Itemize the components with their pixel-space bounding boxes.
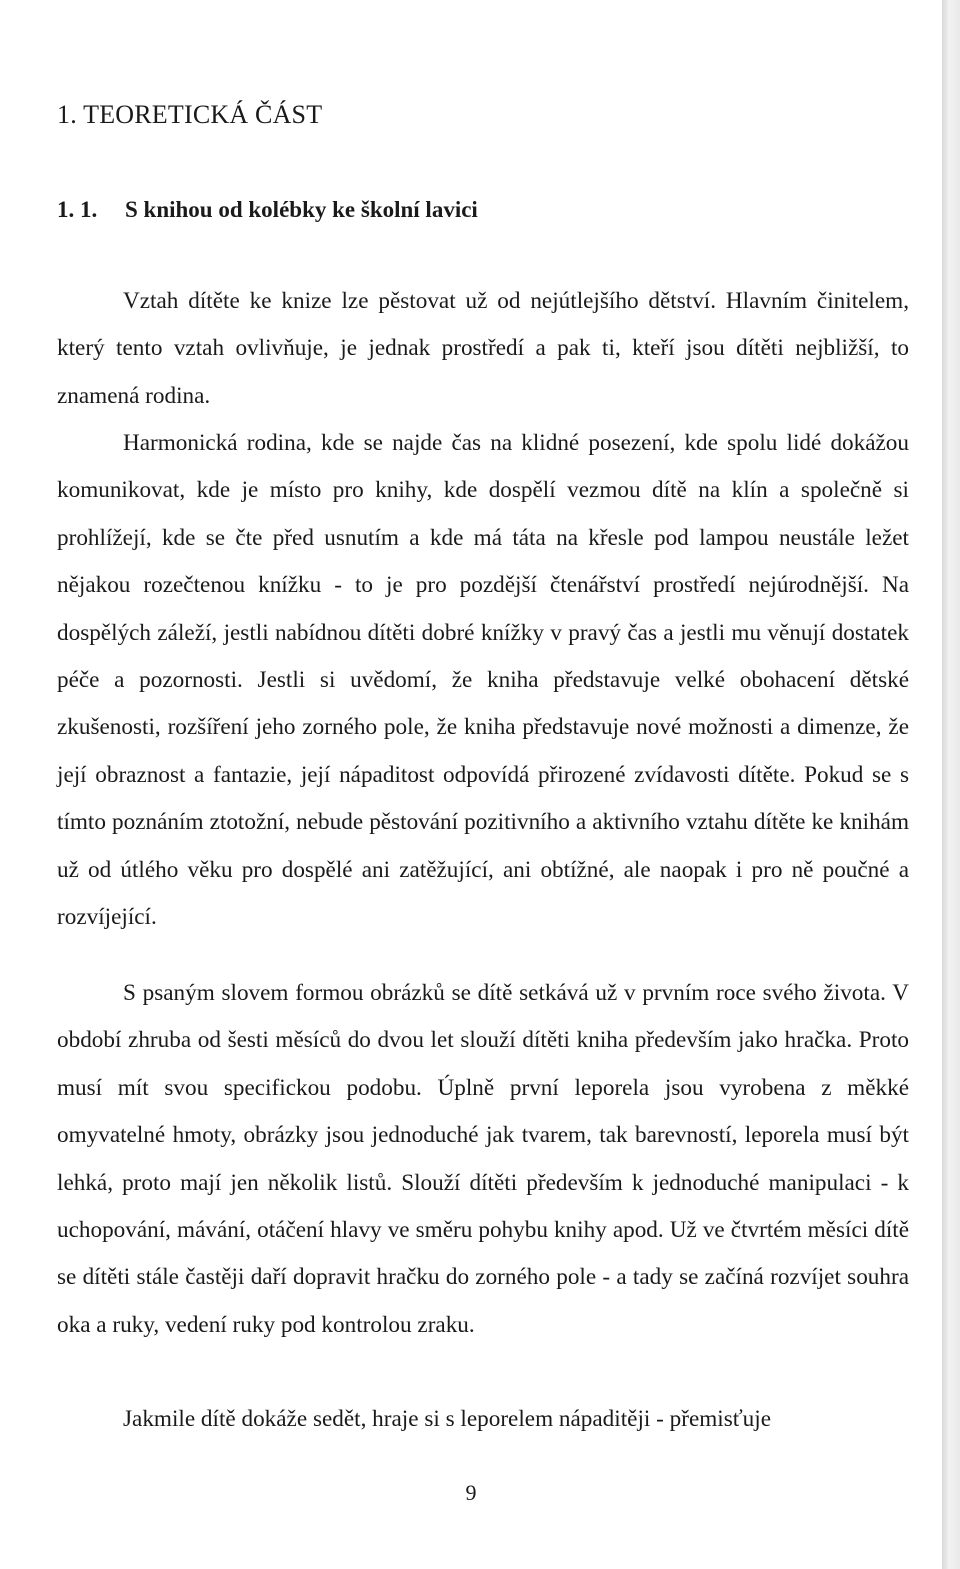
chapter-title: 1. TEORETICKÁ ČÁST <box>57 100 323 129</box>
section-title: S knihou od kolébky ke školní lavici <box>125 197 478 222</box>
body-block-1 <box>57 278 909 420</box>
body-block-3 <box>57 970 909 1349</box>
paragraph: S psaným slovem formou obrázků se dítě setkává už v prvním roce svého života. V období zhruba od šesti měsíců do dvou let slouží dítěti kniha především jako hračka. Proto musí mít svou specifickou podobu. Úplně první leporela jsou vyrobena z měkké omyvatelné hmoty, obrázky jsou jednoduché jak tvarem, tak barevností, leporela musí být lehká, proto mají jen několik listů. Slouží dítěti především k jednoduché manipulaci - k uchopování, mávání, otáčení hlavy ve směru pohybu knihy apod. Už ve čtvrtém měsíci dítě se dítěti stále častěji daří dopravit hračku do zorného pole - a tady se začíná rozvíjet souhra oka a ruky, vedení ruky pod kontrolou zraku. <box>57 980 909 1338</box>
section-number: 1. 1. <box>57 197 98 222</box>
body-block-4 <box>57 1396 909 1443</box>
page-edge-shadow <box>942 0 960 1569</box>
paragraph: Jakmile dítě dokáže sedět, hraje si s leporelem nápaditěji - přemisťuje <box>123 1406 771 1432</box>
section-heading <box>57 197 478 223</box>
paragraph: Harmonická rodina, kde se najde čas na klidné posezení, kde spolu lidé dokážou komunikovat, kde je místo pro knihy, kde dospělí vezmou dítě na klín a společně si prohlížejí, kde se čte před usnutím a kde má táta na křesle pod lampou neustále ležet nějakou rozečtenou knížku - to je pro pozdější čtenářství prostředí nejúrodnější. Na dospělých záleží, jestli nabídnou dítěti dobré knížky v pravý čas a jestli mu věnují dostatek péče a pozornosti. Jestli si uvědomí, že kniha představuje velké obohacení dětské zkušenosti, rozšíření jeho zorného pole, že kniha představuje nové možnosti a dimenze, že její obraznost a fantazie, její nápaditost odpovídá přirozené zvídavosti dítěte. Pokud se s tímto poznáním ztotožní, nebude pěstování pozitivního a aktivního vztahu dítěte ke knihám už od útlého věku pro dospělé ani zatěžující, ani obtížné, ale naopak i pro ně poučné a rozvíjející. <box>57 430 909 931</box>
page-number: 9 <box>465 1480 477 1505</box>
body-block-2 <box>57 420 909 941</box>
paragraph: Vztah dítěte ke knize lze pěstovat už od nejútlejšího dětství. Hlavním činitelem, který tento vztah ovlivňuje, je jednak prostředí a pak ti, kteří jsou dítěti nejbližší, to znamená rodina. <box>57 288 909 409</box>
